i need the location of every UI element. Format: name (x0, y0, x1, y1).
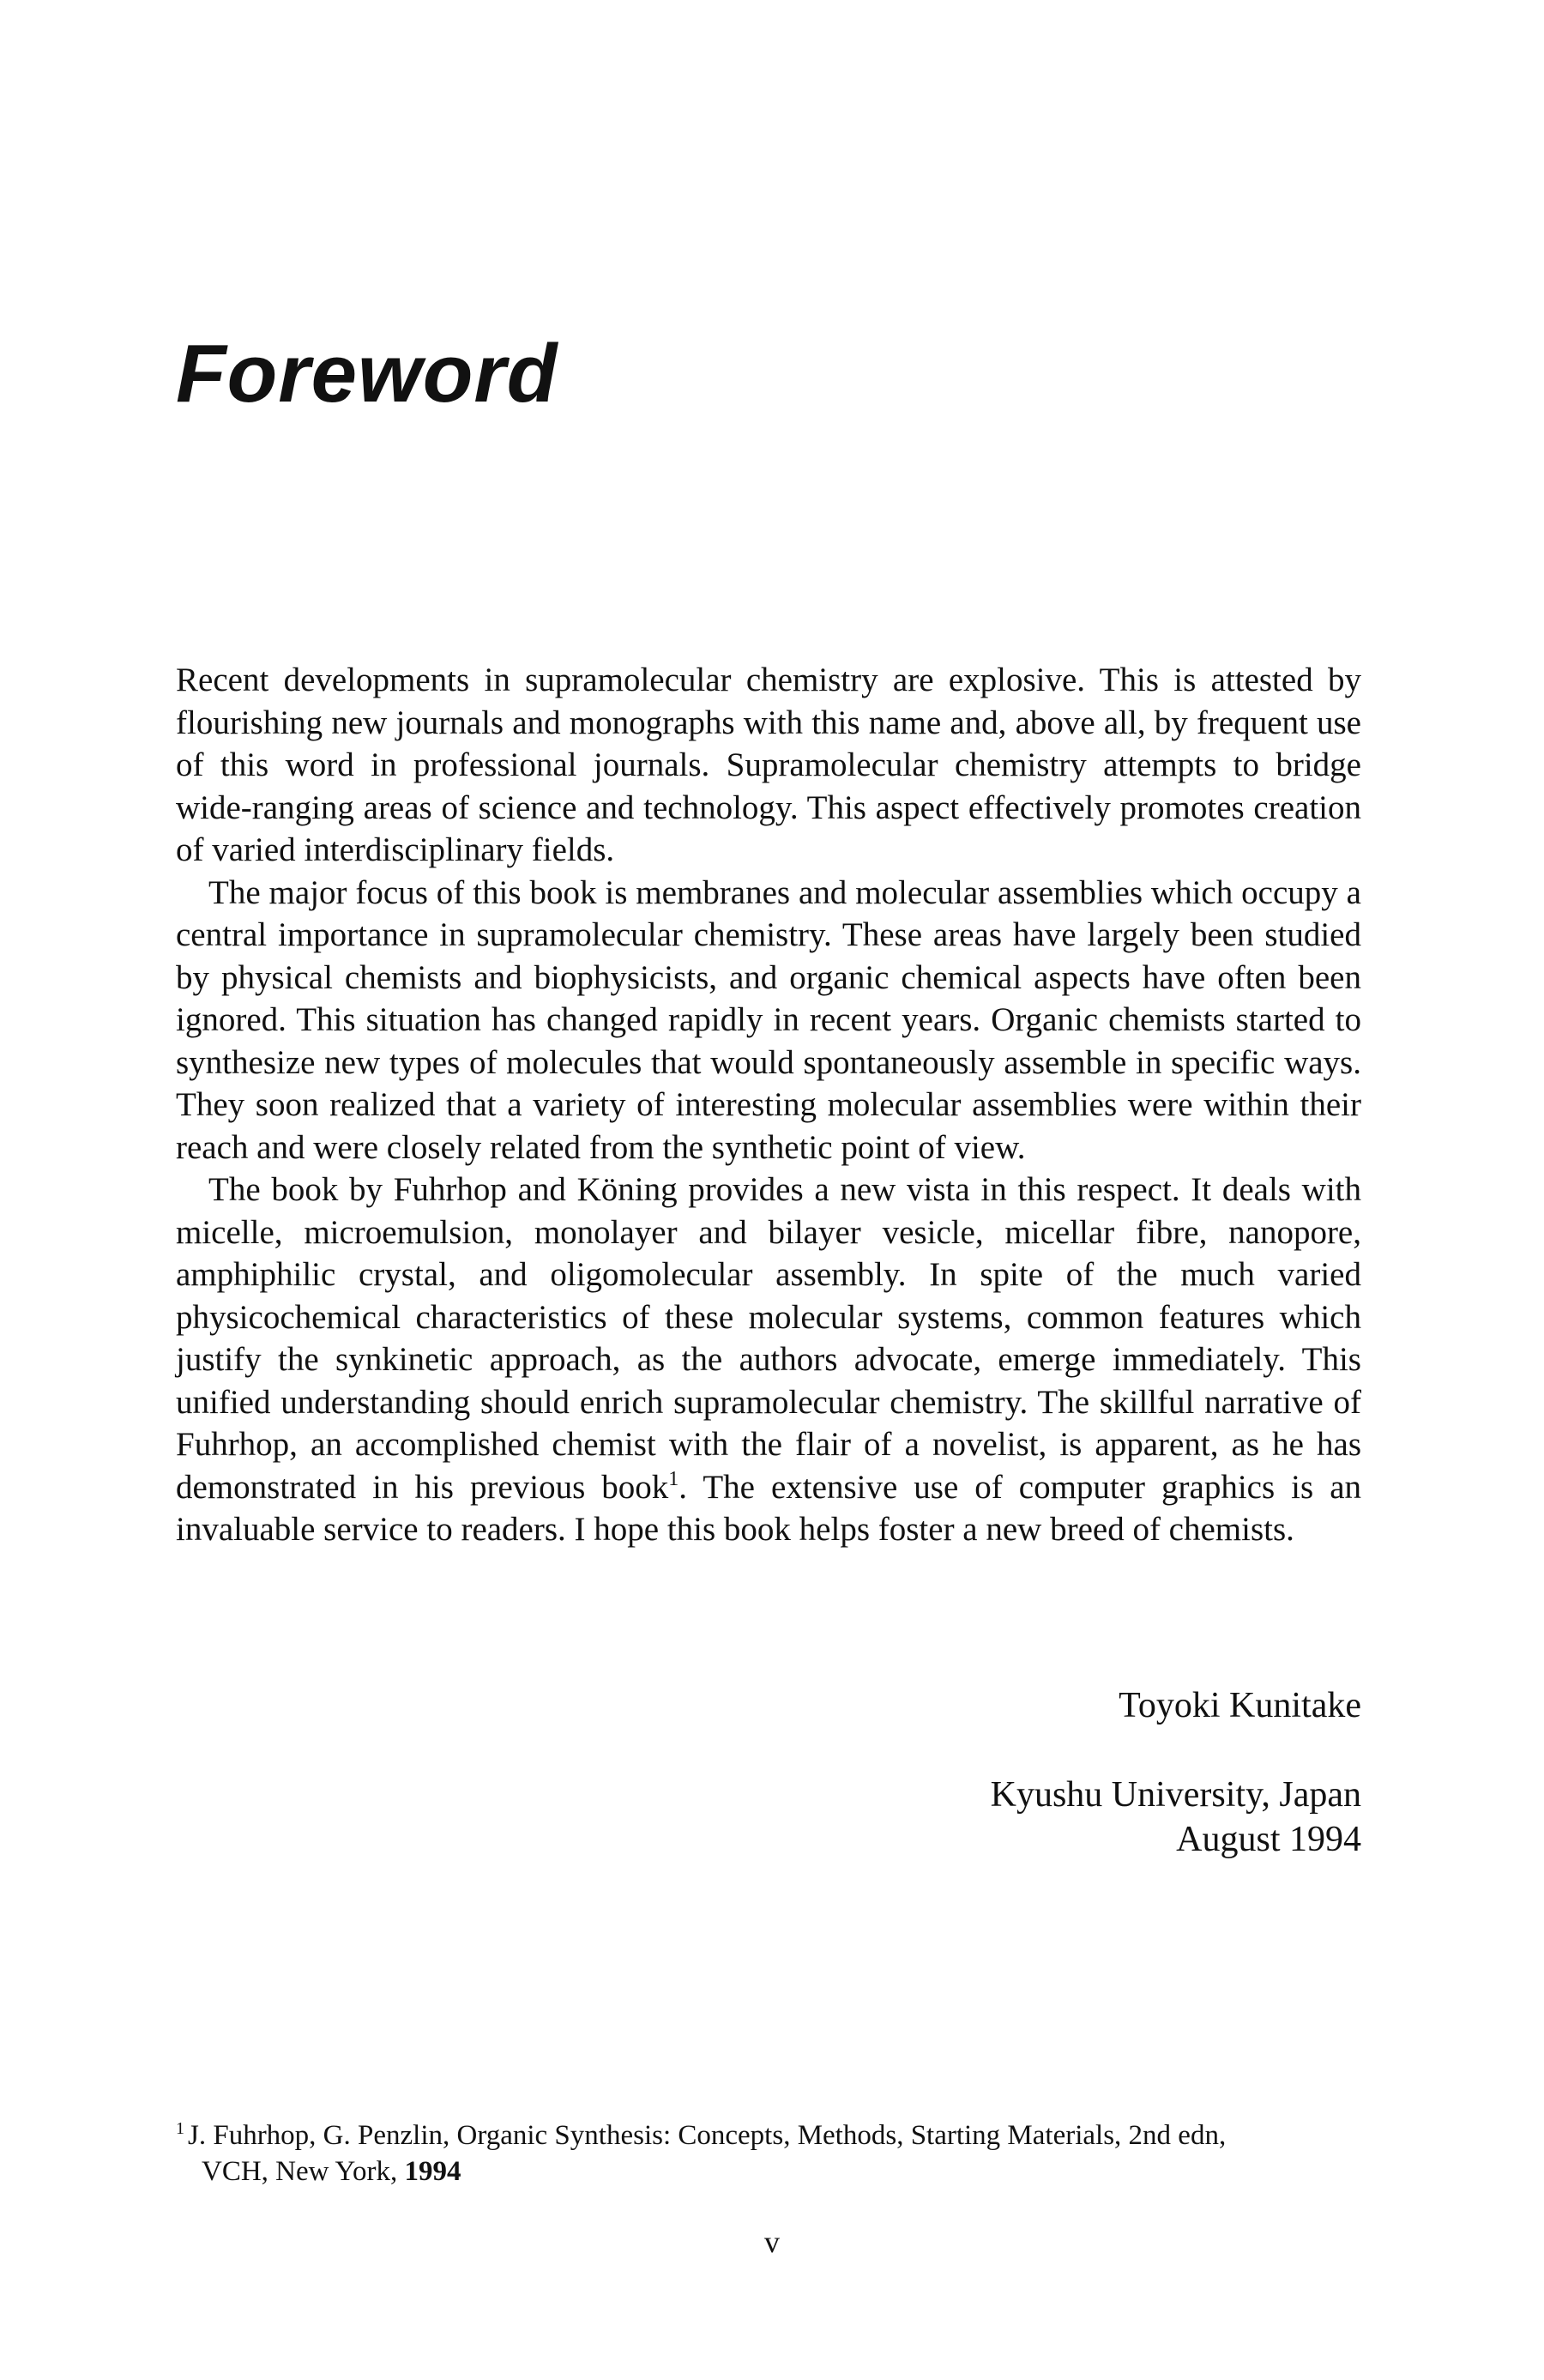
body-text (176, 659, 1361, 1551)
author-name: Toyoki Kunitake (1119, 1686, 1361, 1725)
author-affiliation: Kyushu University, Japan (990, 1775, 1361, 1815)
paragraph-3-text: The book by Fuhrhop and Köning provides a new vista in this respect. It deals with micelle, microemulsion, monolayer and bilayer vesicle, micellar fibre, nanopore, amphiphilic crystal, and oligomolecular assembly. In spite of the much varied physicochemical characteristics of these molecular systems, common features which justify the synkinetic approach, as the authors advocate, emerge immediately. This unified understanding should enrich supramolecular chemistry. The skillful narrative of Fuhrhop, an accomplished chemist with the flair of a novelist, is apparent, as he has demonstrated in his previous book (176, 1171, 1361, 1506)
footnote (176, 2117, 1361, 2190)
footnote-continuation (176, 2153, 1361, 2190)
paragraph-3-text-end: . The extensive use of computer graphics is an invaluable service to readers. I hope this book helps foster a new breed of chemists. (176, 1468, 1362, 1548)
paragraph-3 (176, 1169, 1361, 1551)
paragraph-2-text: The major focus of this book is membranes and molecular assemblies which occupy a central importance in supramolecular chemistry. These areas have largely been studied by physical chemists and biophysicists, and organic chemical aspects have often been ignored. This situation has changed rapidly in recent years. Organic chemists started to synthesize new types of molecules that would spontaneously assemble in specific ways. They soon realized that a variety of interesting molecular assemblies were within their reach and were closely related from the synthetic point of view. (176, 873, 1361, 1166)
paragraph-2 (176, 872, 1361, 1169)
signature-block (991, 1683, 1361, 1862)
paragraph-1-text: Recent developments in supramolecular chemistry are explosive. This is attested by flourishing new journals and monographs with this name and, above all, by frequent use of this word in professional journals. Supramolecular chemistry attempts to bridge wide-ranging areas of science and technology. This aspect effectively promotes creation of varied interdisciplinary fields. (176, 661, 1361, 868)
footnote-year: 1994 (404, 2156, 461, 2187)
page-number: v (764, 2225, 780, 2259)
footnote-text: J. Fuhrhop, G. Penzlin, Organic Synthesis: Concepts, Methods, Starting Materials, 2nd edn, (188, 2120, 1227, 2151)
footnote-number: 1 (176, 2119, 184, 2138)
footnote-reference: 1 (668, 1467, 679, 1490)
page-title: Foreword (176, 328, 558, 420)
paragraph-1 (176, 659, 1361, 872)
footnote-publisher: VCH, New York, (202, 2156, 398, 2187)
signature-date: August 1994 (1176, 1820, 1361, 1859)
